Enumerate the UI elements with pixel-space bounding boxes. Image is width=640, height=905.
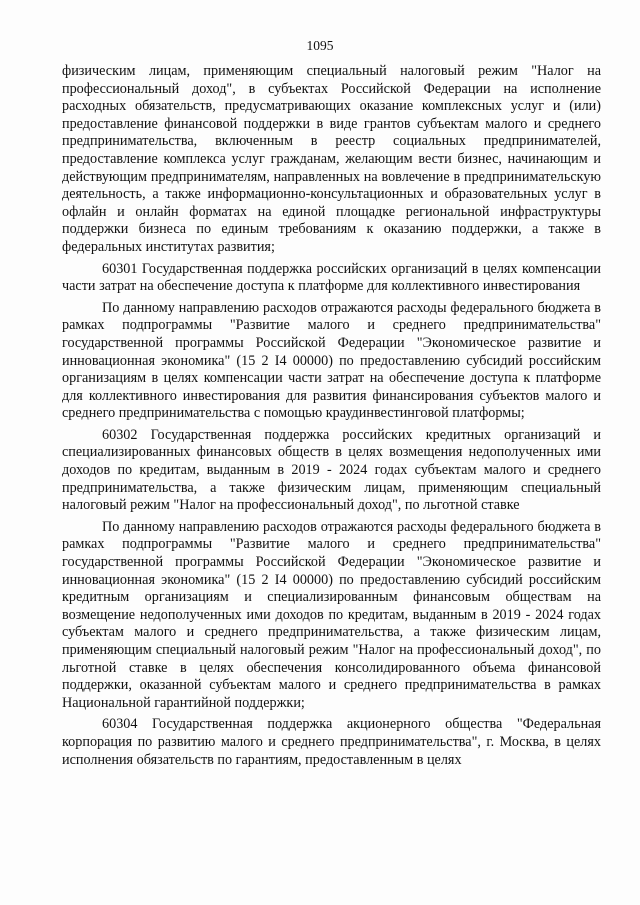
document-body — [62, 63, 601, 773]
paragraph-60302-description: По данному направлению расходов отражаются расходы федерального бюджета в рамках подпрограммы "Развитие малого и среднего предпринимательства" государственной программы Российской Федерации "Экономическое развитие и инновационная экономика" (15 2 I4 00000) по предоставлению субсидий российским кредитным организациям и специализированным финансовым обществам на возмещение недополученных ими доходов по кредитам, выданным в 2019 - 2024 годах субъектам малого и среднего предпринимательства, а также физическим лицам, применяющим специальный налоговый режим "Налог на профессиональный доход", по льготной ставке в целях обеспечения консолидированного объема финансовой поддержки, оказанной субъектам малого и среднего предпринимательства в рамках Национальной гарантийной поддержки; — [62, 518, 601, 711]
paragraph-60301-heading: 60301 Государственная поддержка российских организаций в целях компенсации части затрат на обеспечение доступа к платформе для коллективного инвестирования — [62, 260, 601, 295]
paragraph-60301-description: По данному направлению расходов отражаются расходы федерального бюджета в рамках подпрограммы "Развитие малого и среднего предпринимательства" государственной программы Российской Федерации "Экономическое развитие и инновационная экономика" (15 2 I4 00000) по предоставлению субсидий российским организациям в целях компенсации части затрат на обеспечение доступа к платформе для коллективного инвестирования для развития финансирования субъектов малого и среднего предпринимательства с помощью краудинвестинговой платформы; — [62, 299, 601, 422]
paragraph-continuation: физическим лицам, применяющим специальный налоговый режим "Налог на профессиональный доход", в субъектах Российской Федерации на исполнение расходных обязательств, предусматривающих оказание комплексных услуг и (или) предоставление финансовой поддержки в виде грантов субъектам малого и среднего предпринимательства, включенным в реестр социальных предпринимателей, предоставление комплекса услуг гражданам, желающим вести бизнес, начинающим и действующим предпринимателям, направленных на вовлечение в предпринимательскую деятельность, а также информационно-консультационных и образовательных услуг в офлайн и онлайн форматах на единой площадке региональной инфраструктуры поддержки бизнеса по единым требованиям к оказанию поддержки, а также в федеральных институтах развития; — [62, 63, 601, 255]
paragraph-60302-heading: 60302 Государственная поддержка российских кредитных организаций и специализированных финансовых обществ в целях возмещения недополученных ими доходов по кредитам, выданным в 2019 - 2024 годах субъектам малого и среднего предпринимательства, а также физическим лицам, применяющим специальный налоговый режим "Налог на профессиональный доход", по льготной ставке — [62, 426, 601, 514]
page-number: 1095 — [306, 38, 334, 53]
paragraph-60304-heading: 60304 Государственная поддержка акционерного общества "Федеральная корпорация по развитию малого и среднего предпринимательства", г. Москва, в целях исполнения обязательств по гарантиям, предоставленным в целях — [62, 716, 601, 768]
